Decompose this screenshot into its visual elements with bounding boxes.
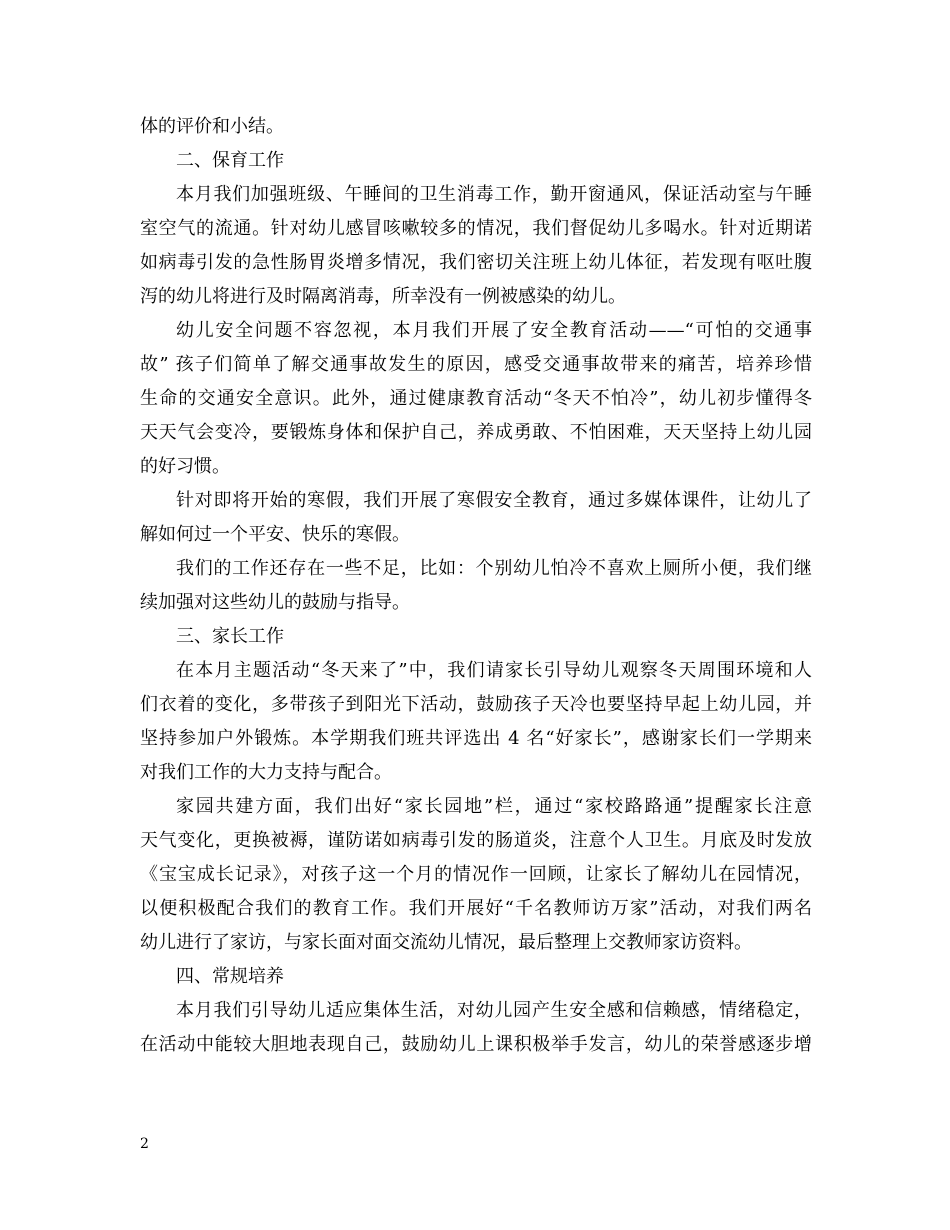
section-heading-parents: 三、家长工作: [176, 626, 284, 647]
paragraph-line: 天气变化，更换被褥，谨防诺如病毒引发的肠道炎，注意个人卫生。月底及时发放: [140, 830, 812, 851]
paragraph-line: 泻的幼儿将进行及时隔离消毒，所幸没有一例被感染的幼儿。: [140, 286, 626, 307]
paragraph-line: 对我们工作的大力支持与配合。: [140, 762, 392, 783]
paragraph-line: 幼儿进行了家访，与家长面对面交流幼儿情况，最后整理上交教师家访资料。: [140, 932, 752, 953]
section-heading-childcare: 二、保育工作: [176, 150, 284, 171]
paragraph-line: 体的评价和小结。: [140, 116, 284, 137]
paragraph-line: 的好习惯。: [140, 456, 230, 477]
paragraph-line: 我们的工作还存在一些不足，比如：个别幼儿怕冷不喜欢上厕所小便，我们继: [176, 558, 812, 579]
paragraph-line: 坚持参加户外锻炼。本学期我们班共评选出 4 名“好家长”，感谢家长们一学期来: [140, 728, 812, 749]
paragraph-line: 针对即将开始的寒假，我们开展了寒假安全教育，通过多媒体课件，让幼儿了: [176, 490, 812, 511]
paragraph-line: 《宝宝成长记录》，对孩子这一个月的情况作一回顾，让家长了解幼儿在园情况，: [140, 864, 812, 885]
paragraph-line: 如病毒引发的急性肠胃炎增多情况，我们密切关注班上幼儿体征，若发现有呕吐腹: [140, 252, 812, 273]
document-body: [140, 110, 812, 1062]
paragraph-line: 室空气的流通。针对幼儿感冒咳嗽较多的情况，我们督促幼儿多喝水。针对近期诺: [140, 218, 812, 239]
paragraph-line: 续加强对这些幼儿的鼓励与指导。: [140, 592, 410, 613]
paragraph-line: 以便积极配合我们的教育工作。我们开展好“千名教师访万家”活动，对我们两名: [140, 898, 812, 919]
paragraph-line: 生命的交通安全意识。此外，通过健康教育活动“冬天不怕冷”，幼儿初步懂得冬: [140, 388, 812, 409]
paragraph-line: 在本月主题活动“冬天来了”中，我们请家长引导幼儿观察冬天周围环境和人: [176, 660, 812, 681]
paragraph-line: 天天气会变冷，要锻炼身体和保护自己，养成勇敢、不怕困难，天天坚持上幼儿园: [140, 422, 812, 443]
paragraph-line: 在活动中能较大胆地表现自己，鼓励幼儿上课积极举手发言，幼儿的荣誉感逐步增: [140, 1034, 812, 1055]
paragraph-line: 们衣着的变化，多带孩子到阳光下活动，鼓励孩子天冷也要坚持早起上幼儿园，并: [140, 694, 812, 715]
paragraph-line: 故” 孩子们简单了解交通事故发生的原因，感受交通事故带来的痛苦，培养珍惜: [140, 354, 812, 375]
paragraph-line: 家园共建方面，我们出好“家长园地”栏，通过“家校路路通”提醒家长注意: [176, 796, 812, 817]
section-heading-routine: 四、常规培养: [176, 966, 284, 987]
page-number: 2: [140, 1136, 149, 1152]
paragraph-line: 本月我们引导幼儿适应集体生活，对幼儿园产生安全感和信赖感，情绪稳定，: [176, 1000, 812, 1021]
paragraph-line: 本月我们加强班级、午睡间的卫生消毒工作，勤开窗通风，保证活动室与午睡: [176, 184, 812, 205]
paragraph-line: 解如何过一个平安、快乐的寒假。: [140, 524, 410, 545]
paragraph-line: 幼儿安全问题不容忽视，本月我们开展了安全教育活动——“可怕的交通事: [176, 320, 812, 341]
